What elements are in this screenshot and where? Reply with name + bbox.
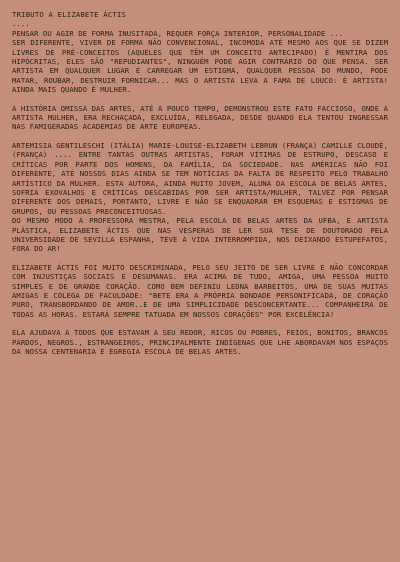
paragraph-1: PENSAR OU AGIR DE FORMA INUSITADA, REQUER FORÇA INTERIOR, PERSONALIDADE ...	[12, 28, 344, 38]
ellipsis-line: ....	[12, 19, 30, 29]
paragraph-3: A HISTÓRIA OMISSA DAS ARTES, ATÉ A POUCO TEMPO, DEMONSTROU ESTE FATO FACCIOSO, ONDE A ARTISTA MULHER, ERA RECHAÇADA, EXCLUÍDA, RELEGADA, DESDE QUANDO ELA TENTOU INGRESSAR NAS FAMIGERADAS ACADEMIAS DE ARTE EUROPEAS.	[12, 103, 388, 132]
spacer	[12, 254, 388, 263]
paragraph-7: ELA AJUDAVA A TODOS QUE ESTAVAM A SEU REDOR, RICOS OU POBRES, FEIOS, BONITOS, BRANCOS PARDOS, NEGROS., ESTRANGEIROS, PRINCIPALMENTE INDÍGENAS QUE LHE ABORDAVAM NOS ESPAÇOS DA NOSSA CENTENARIA E EGREGIA ESCOLA DE BELAS ARTES.	[12, 328, 388, 356]
spacer	[12, 132, 388, 141]
paragraph-2: SER DIFERENTE, VIVER DE FORMA NÃO CONVENCIONAL, INCOMODA ATÉ MESMO AOS QUE SE DIZEM LIVRES DE PRÉ-CONCEITOS (AQUELES QUE TÊM UM CONCEITO ANTECIPADO) É MENTIRA DOS HIPÓCRITAS, ELES SÃO "REPUDIANTES", NINGUÉM PODE AGIR CONTRÁRIO DO QUE PENSA. SER ARTISTA EM QUALQUER LUGAR É CARREGAR UM ESTIGMA, QUALQUER PESSOA DO MUNDO, PODE MATAR, ROUBAR, DESTRUIR FORNICAR... MAS O ARTISTA LEVA A FAMA DE LOUCO: É ARTISTA! AINDA MAIS QUANDO É MULHER.	[12, 38, 388, 95]
document-title: TRIBUTO A ELIZABETE ÁCTIS	[12, 10, 127, 19]
paragraph-4: ARTEMISIA GENTILESCHI (ITÁLIA) MARIE-LOUISE-ELIZABETH LEBRUN (FRANÇA) CAMILLE CLOUDÉ, (FRANÇA) .... ENTRE TANTAS OUTRAS ARTISTAS, FORAM VÍTIMAS DE ESTRUPO, DESCASO E CRÍTICAS POR PARTE DOS HOMENS, DA FAMÍLIA, DA SOCIEDADE. NAS AMÉRICAS NÃO FOI DIFERENTE, ATÉ NOSSOS DIAS AINDA SE TEM NOTÍCIAS DA FALTA DE RESPEITO PELO TRABALHO ARTÍSTICO DA MULHER. ESTA AUTORA, AINDA MUITO JOVEM, ALUNA DA ESCOLA DE BELAS ARTES, SOFRIA EXOVALHOS E CRÍTICAS DESCABIDAS POR SER ARTISTA/MULHER, TALVEZ POR PENSAR DIFERENTE DOS DEMAIS, PORTANTO, LIVRE E NÃO SE ENQUADRAR EM ESQUEMAS E ESTIGMAS DE GRUPOS, OU PESSOAS PRECONCEITUOSAS.	[12, 140, 388, 216]
paragraph-6: ELIZABETE ÁCTIS FOI MUITO DESCRIMINADA, PELO SEU JEITO DE SER LIVRE E NÃO CONCORDAR COM INJUSTIÇAS SOCIAIS E DESUMANAS. ERA ACIMA DE TUDO, AMIGA, UMA PESSOA MUITO SIMPLES E DE GRANDE CORAÇÃO. COMO BEM DEFINIU LEDNA BARBEITOS, UMA DE SUAS MUITAS AMIGAS E COLEGA DE FACULDADE: "BETE ERA A PRÓPRIA BONDADE PERSONIFICADA, DE CORAÇÃO PURO, TRANSBORDANDO DE AMOR..E DE UMA SIMPLICIDADE DESCONCERTANTE... COMPANHEIRA DE TODAS AS HORAS. ESTARÁ SEMPRE TATUADA EM NOSSOS CORAÇÕES" POR EXCELÊNCIA!	[12, 262, 388, 319]
spacer	[12, 95, 388, 104]
paragraph-5: DO MESMO MODO A PROFESSORA MESTRA, PELA ESCOLA DE BELAS ARTES DA UFBA, E ARTISTA PLÁSTICA, ELIZABETE ÁCTIS QUE NAS VESPERAS DE LER SUA TESE DE DOUTORADO PELA UNIVERSIDADE DE SEVILLA ESPANHA, TEVE A VIDA INTERROMPIDA, NOS DEIXANDO ESTUPEFATOS, FORA DO AR!	[12, 216, 388, 254]
spacer	[12, 319, 388, 328]
